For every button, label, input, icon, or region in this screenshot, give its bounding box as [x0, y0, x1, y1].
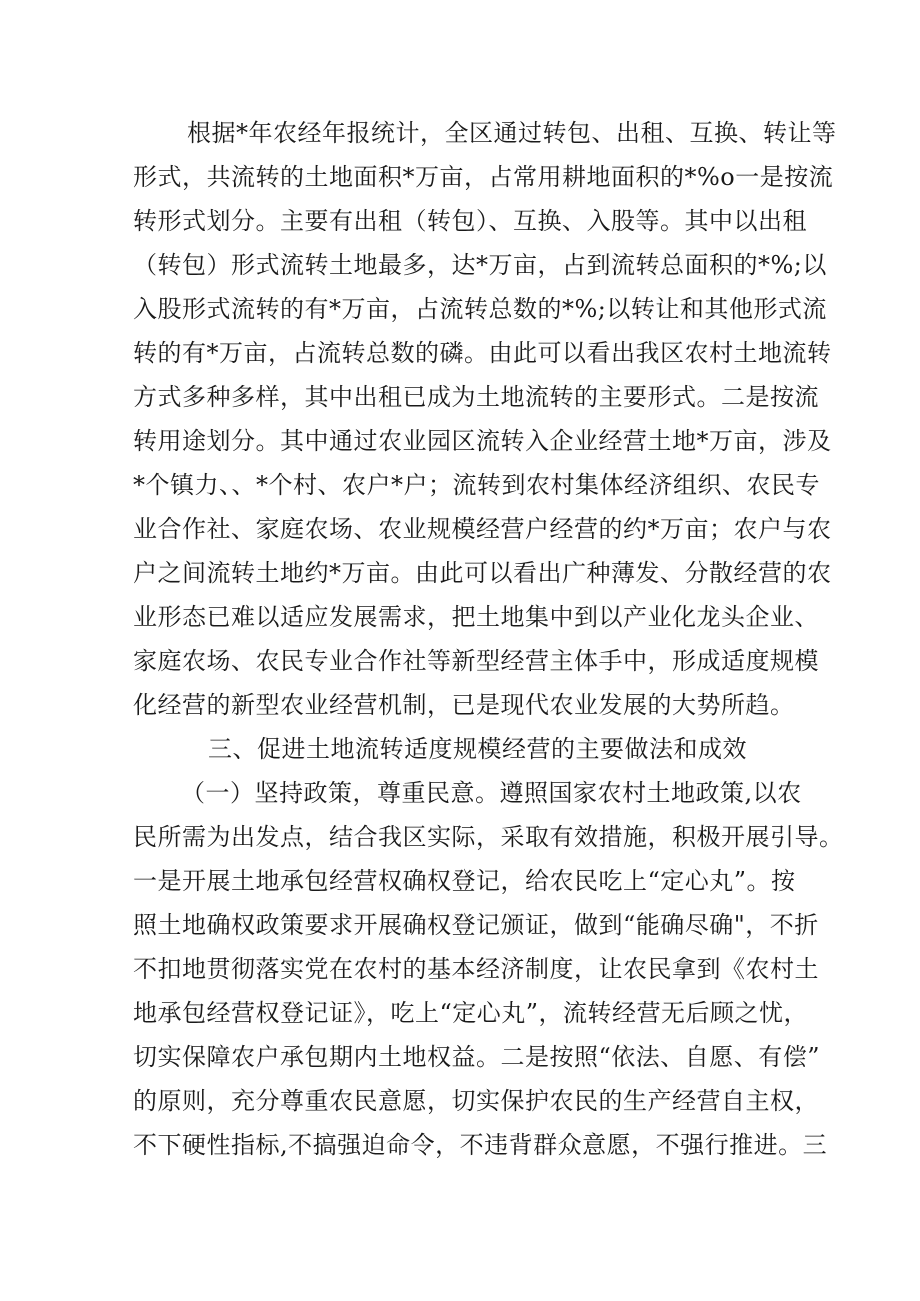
paragraph-line: 地承包经营权登记证》，吃上“定心丸”，流转经营无后顾之忧，: [133, 999, 809, 1027]
paragraph-line: 户之间流转土地约*万亩。由此可以看出广种薄发、分散经营的农: [133, 559, 832, 587]
paragraph-line: 家庭农场、农民专业合作社等新型经营主体手中，形成适度规模: [133, 647, 819, 675]
paragraph-line: 照土地确权政策要求开展确权登记颁证，做到“能确尽确"，不折: [133, 911, 819, 939]
paragraph-line: 不扣地贯彻落实党在农村的基本经济制度，让农民拿到《农村土: [133, 955, 819, 983]
paragraph-line: *个镇力、、*个村、农户*户；流转到农村集体经济组织、农民专: [133, 471, 820, 499]
paragraph-line: 形式，共流转的土地面积*万亩，占常用耕地面积的*%o一是按流: [133, 163, 834, 191]
paragraph-line: 一是开展土地承包经营权确权登记，给农民吃上“定心丸”。按: [133, 867, 796, 895]
paragraph-line: 根据*年农经年报统计，全区通过转包、出租、互换、转让等: [187, 119, 837, 147]
paragraph-line: 转的有*万亩，占流转总数的磷。由此可以看出我区农村土地流转: [133, 339, 832, 367]
paragraph-line: 方式多种多样，其中出租已成为土地流转的主要形式。二是按流: [133, 383, 819, 411]
paragraph-line: （转包）形式流转土地最多，达*万亩，占到流转总面积的*%;以: [133, 251, 827, 279]
paragraph-line: 切实保障农户承包期内土地权益。二是按照“依法、自愿、有偿”: [133, 1043, 821, 1071]
paragraph-line: 化经营的新型农业经营机制，已是现代农业发展的大势所趋。: [133, 691, 795, 719]
paragraph-line: 民所需为出发点，结合我区实际，采取有效措施，积极开展引导。: [133, 823, 844, 851]
section-heading: 三、促进土地流转适度规模经营的主要做法和成效: [208, 735, 747, 763]
paragraph-line: 转用途划分。其中通过农业园区流转入企业经营土地*万亩，涉及: [133, 427, 832, 455]
paragraph-line: （一）坚持政策，尊重民意。遵照国家农村土地政策,以农: [181, 779, 802, 807]
paragraph-line: 的原则，充分尊重农民意愿，切实保护农民的生产经营自主权，: [133, 1087, 819, 1115]
paragraph-line: 不下硬性指标,不搞强迫命令，不违背群众意愿，不强行推进。三: [133, 1131, 828, 1159]
paragraph-line: 业合作社、家庭农场、农业规模经营户经营的约*万亩；农户与农: [133, 515, 832, 543]
paragraph-line: 入股形式流转的有*万亩，占流转总数的*%;以转让和其他形式流: [133, 295, 827, 323]
paragraph-line: 业形态已难以适应发展需求，把土地集中到以产业化龙头企业、: [133, 603, 819, 631]
paragraph-line: 转形式划分。主要有出租（转包）、互换、入股等。其中以出租: [133, 207, 807, 235]
